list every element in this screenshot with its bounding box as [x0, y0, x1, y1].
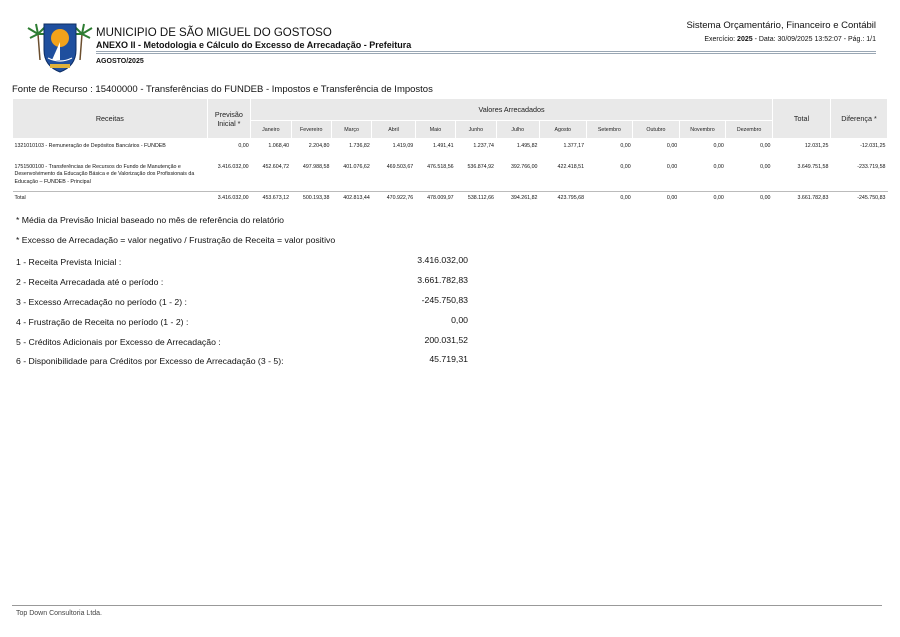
cell-month-value: 0,00 [620, 143, 631, 149]
cell-diferenca: -12.031,25 [860, 143, 886, 149]
cell-month-value: 2.204,80 [308, 143, 330, 149]
cell-month-value: 401.076,62 [343, 164, 370, 170]
calc-value: 0,00 [451, 315, 468, 325]
calc-label: 5 - Créditos Adicionais por Excesso de Arrecadação : [16, 337, 221, 347]
calc-value: 200.031,52 [424, 335, 468, 345]
col-header-total: Total [772, 99, 830, 139]
cell-month-value: 1.495,82 [516, 143, 538, 149]
calc-label: 1 - Receita Prevista Inicial : [16, 257, 122, 267]
cell-month-value: 422.418,51 [557, 164, 585, 170]
col-header-valores: Valores Arrecadados [251, 99, 773, 121]
cell-month-value: 0,00 [586, 192, 633, 209]
calc-label: 6 - Disponibilidade para Créditos por Excesso de Arrecadação (3 - 5): [16, 356, 284, 366]
cell-diferenca: -245.750,83 [830, 192, 887, 209]
exercise-year: 2025 [737, 36, 753, 43]
row-description: 1751500100 - Transferências de Recursos do Fundo de Manutenção e Desenvolvimento da Educação Básica e de Valorização dos Profissionais da Educação – FUNDEB - Principal [14, 164, 195, 185]
cell-month-value: 469.503,67 [386, 164, 414, 170]
cell-total: 12.031,25 [804, 143, 829, 149]
table-row [13, 139, 888, 161]
footnote-excesso: * Excesso de Arrecadação = valor negativo / Frustração de Receita = valor positivo [16, 235, 336, 245]
col-header-previsao: Previsão Inicial * [207, 99, 250, 139]
cell-month-value: 0,00 [713, 143, 724, 149]
cell-month-value: 1.419,09 [392, 143, 414, 149]
calc-value: 45.719,31 [429, 354, 468, 364]
report-subtitle: ANEXO II - Metodologia e Cálculo do Excesso de Arrecadação - Prefeitura [96, 40, 412, 50]
row-description: 1321010103 - Remuneração de Depósitos Bancários - FUNDEB [14, 143, 166, 149]
exercise-label: Exercício: [704, 36, 736, 43]
calc-label: 2 - Receita Arrecadada até o período : [16, 277, 164, 287]
footnote-previsao: * Média da Previsão Inicial baseado no mês de referência do relatório [16, 215, 285, 225]
col-header-month: Março [331, 121, 371, 139]
cell-month-value: 0,00 [726, 192, 773, 209]
footer-divider [12, 605, 882, 606]
header-divider [96, 51, 876, 52]
col-header-month: Janeiro [251, 121, 291, 139]
cell-month-value: 470.922,76 [372, 192, 415, 209]
row-description: Total [13, 192, 208, 209]
col-header-month: Dezembro [726, 121, 773, 139]
cell-previsao: 3.416.032,00 [207, 192, 250, 209]
cell-month-value: 536.874,92 [467, 164, 494, 170]
cell-month-value: 478.009,97 [415, 192, 455, 209]
cell-month-value: 0,00 [620, 164, 631, 170]
system-name: Sistema Orçamentário, Financeiro e Contábil [686, 20, 876, 31]
cell-month-value: 452.604,72 [262, 164, 290, 170]
col-header-month: Junho [456, 121, 496, 139]
calc-value: 3.661.782,83 [417, 275, 468, 285]
cell-month-value: 476.518,56 [427, 164, 454, 170]
col-header-month: Maio [415, 121, 455, 139]
cell-total: 3.661.782,83 [772, 192, 830, 209]
col-header-month: Novembro [679, 121, 726, 139]
col-header-month: Julho [496, 121, 539, 139]
col-header-month: Outubro [633, 121, 680, 139]
cell-month-value: 0,00 [633, 192, 680, 209]
revenue-table [12, 98, 888, 208]
cell-month-value: 0,00 [666, 143, 678, 149]
cell-month-value: 1.377,17 [563, 143, 585, 149]
cell-month-value: 392.766,00 [510, 164, 538, 170]
cell-month-value: 1.736,82 [349, 143, 370, 149]
cell-month-value: 0,00 [760, 164, 771, 170]
calc-label: 3 - Excesso Arrecadação no período (1 - 2) : [16, 297, 187, 307]
col-header-month: Setembro [586, 121, 633, 139]
report-period: AGOSTO/2025 [96, 58, 144, 65]
table-row [13, 160, 888, 192]
cell-month-value: 394.261,82 [496, 192, 539, 209]
col-header-month: Agosto [539, 121, 586, 139]
col-header-month: Abril [372, 121, 415, 139]
cell-month-value: 1.237,74 [473, 143, 494, 149]
cell-month-value: 0,00 [713, 164, 724, 170]
cell-month-value: 500.193,38 [291, 192, 331, 209]
cell-month-value: 538.112,66 [456, 192, 496, 209]
cell-month-value: 423.795,68 [539, 192, 586, 209]
municipality-name: MUNICIPIO DE SÃO MIGUEL DO GOSTOSO [96, 27, 332, 39]
calc-value: 3.416.032,00 [417, 255, 468, 265]
cell-month-value: 453.673,12 [251, 192, 291, 209]
cell-month-value: 497.988,58 [302, 164, 330, 170]
report-meta [704, 36, 876, 43]
report-header [0, 0, 900, 80]
municipal-coat-of-arms-icon [26, 14, 94, 74]
header-divider [96, 53, 876, 54]
table-total-row [13, 192, 888, 209]
cell-month-value: 1.068,40 [268, 143, 290, 149]
col-header-month: Fevereiro [291, 121, 331, 139]
cell-month-value: 0,00 [666, 164, 678, 170]
col-header-receitas: Receitas [13, 99, 208, 139]
footer-company: Top Down Consultoria Ltda. [16, 610, 102, 617]
cell-month-value: 1.491,41 [433, 143, 454, 149]
cell-previsao: 3.416.032,00 [217, 164, 249, 170]
cell-total: 3.649.751,58 [797, 164, 829, 170]
resource-source: Fonte de Recurso : 15400000 - Transferências do FUNDEB - Impostos e Transferência de Impostos [12, 84, 433, 95]
cell-month-value: 0,00 [760, 143, 771, 149]
cell-diferenca: -233.719,58 [857, 164, 886, 170]
calc-label: 4 - Frustração de Receita no período (1 - 2) : [16, 317, 189, 327]
cell-month-value: 0,00 [679, 192, 726, 209]
col-header-diferenca: Diferença * [830, 99, 887, 139]
cell-previsao: 0,00 [238, 143, 249, 149]
cell-month-value: 402.813,44 [331, 192, 371, 209]
calc-value: -245.750,83 [421, 295, 468, 305]
report-date: - Data: 30/09/2025 13:52:07 - Pág.: 1/1 [754, 36, 876, 43]
